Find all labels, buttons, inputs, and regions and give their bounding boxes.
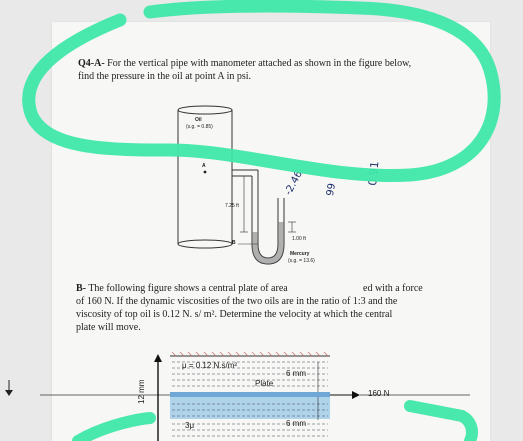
total-gap-label: 12 mm [137,379,146,404]
oil-label: Oil [195,117,202,123]
q4b-line4: plate will move. [76,322,141,333]
point-b-label: B [232,240,236,246]
oil-sg-label: (s.g. = 0.85) [186,124,213,130]
q4b-line3: viscosity of top oil is 0.12 N. s/ m². Determine the velocity at which the central [76,309,393,320]
gap-bottom-label: 6 mm [286,419,306,428]
q4b-line1-end: ed with a force [363,283,423,294]
dimension-left-label: 7.25 ft [225,203,239,209]
handwritten-note-3: 0.91 [366,160,382,187]
handwritten-note-1: -2.46 [283,169,305,198]
dimension-small-label: 1.00 ft [292,236,306,242]
force-label: 160 N [368,389,390,398]
q4b-heading: B- [76,283,86,294]
plate-label: Plate [255,379,274,388]
q4a-heading: Q4-A- [78,58,105,69]
mu-bottom-label: 3μ [185,421,195,430]
q4b-line2: of 160 N. If the dynamic viscosities of the two oils are in the ratio of 1:3 and the [76,296,398,307]
point-a-label: A [202,163,206,169]
gap-top-label: 6 mm [286,369,306,378]
q4a-line1-text: For the vertical pipe with manometer attached as shown in the figure below, [107,58,412,69]
mercury-label: Mercury [290,251,310,257]
q4a-line2: find the pressure in the oil at point A in psi. [78,71,252,82]
mu-top-label: μ = 0.12 N.s/m² [182,361,238,370]
q4b-line1-start: The following figure shows a central plate of area [88,283,288,294]
mercury-sg-label: (s.g. = 13.6) [288,258,315,264]
handwritten-note-2: 99 [325,182,339,197]
